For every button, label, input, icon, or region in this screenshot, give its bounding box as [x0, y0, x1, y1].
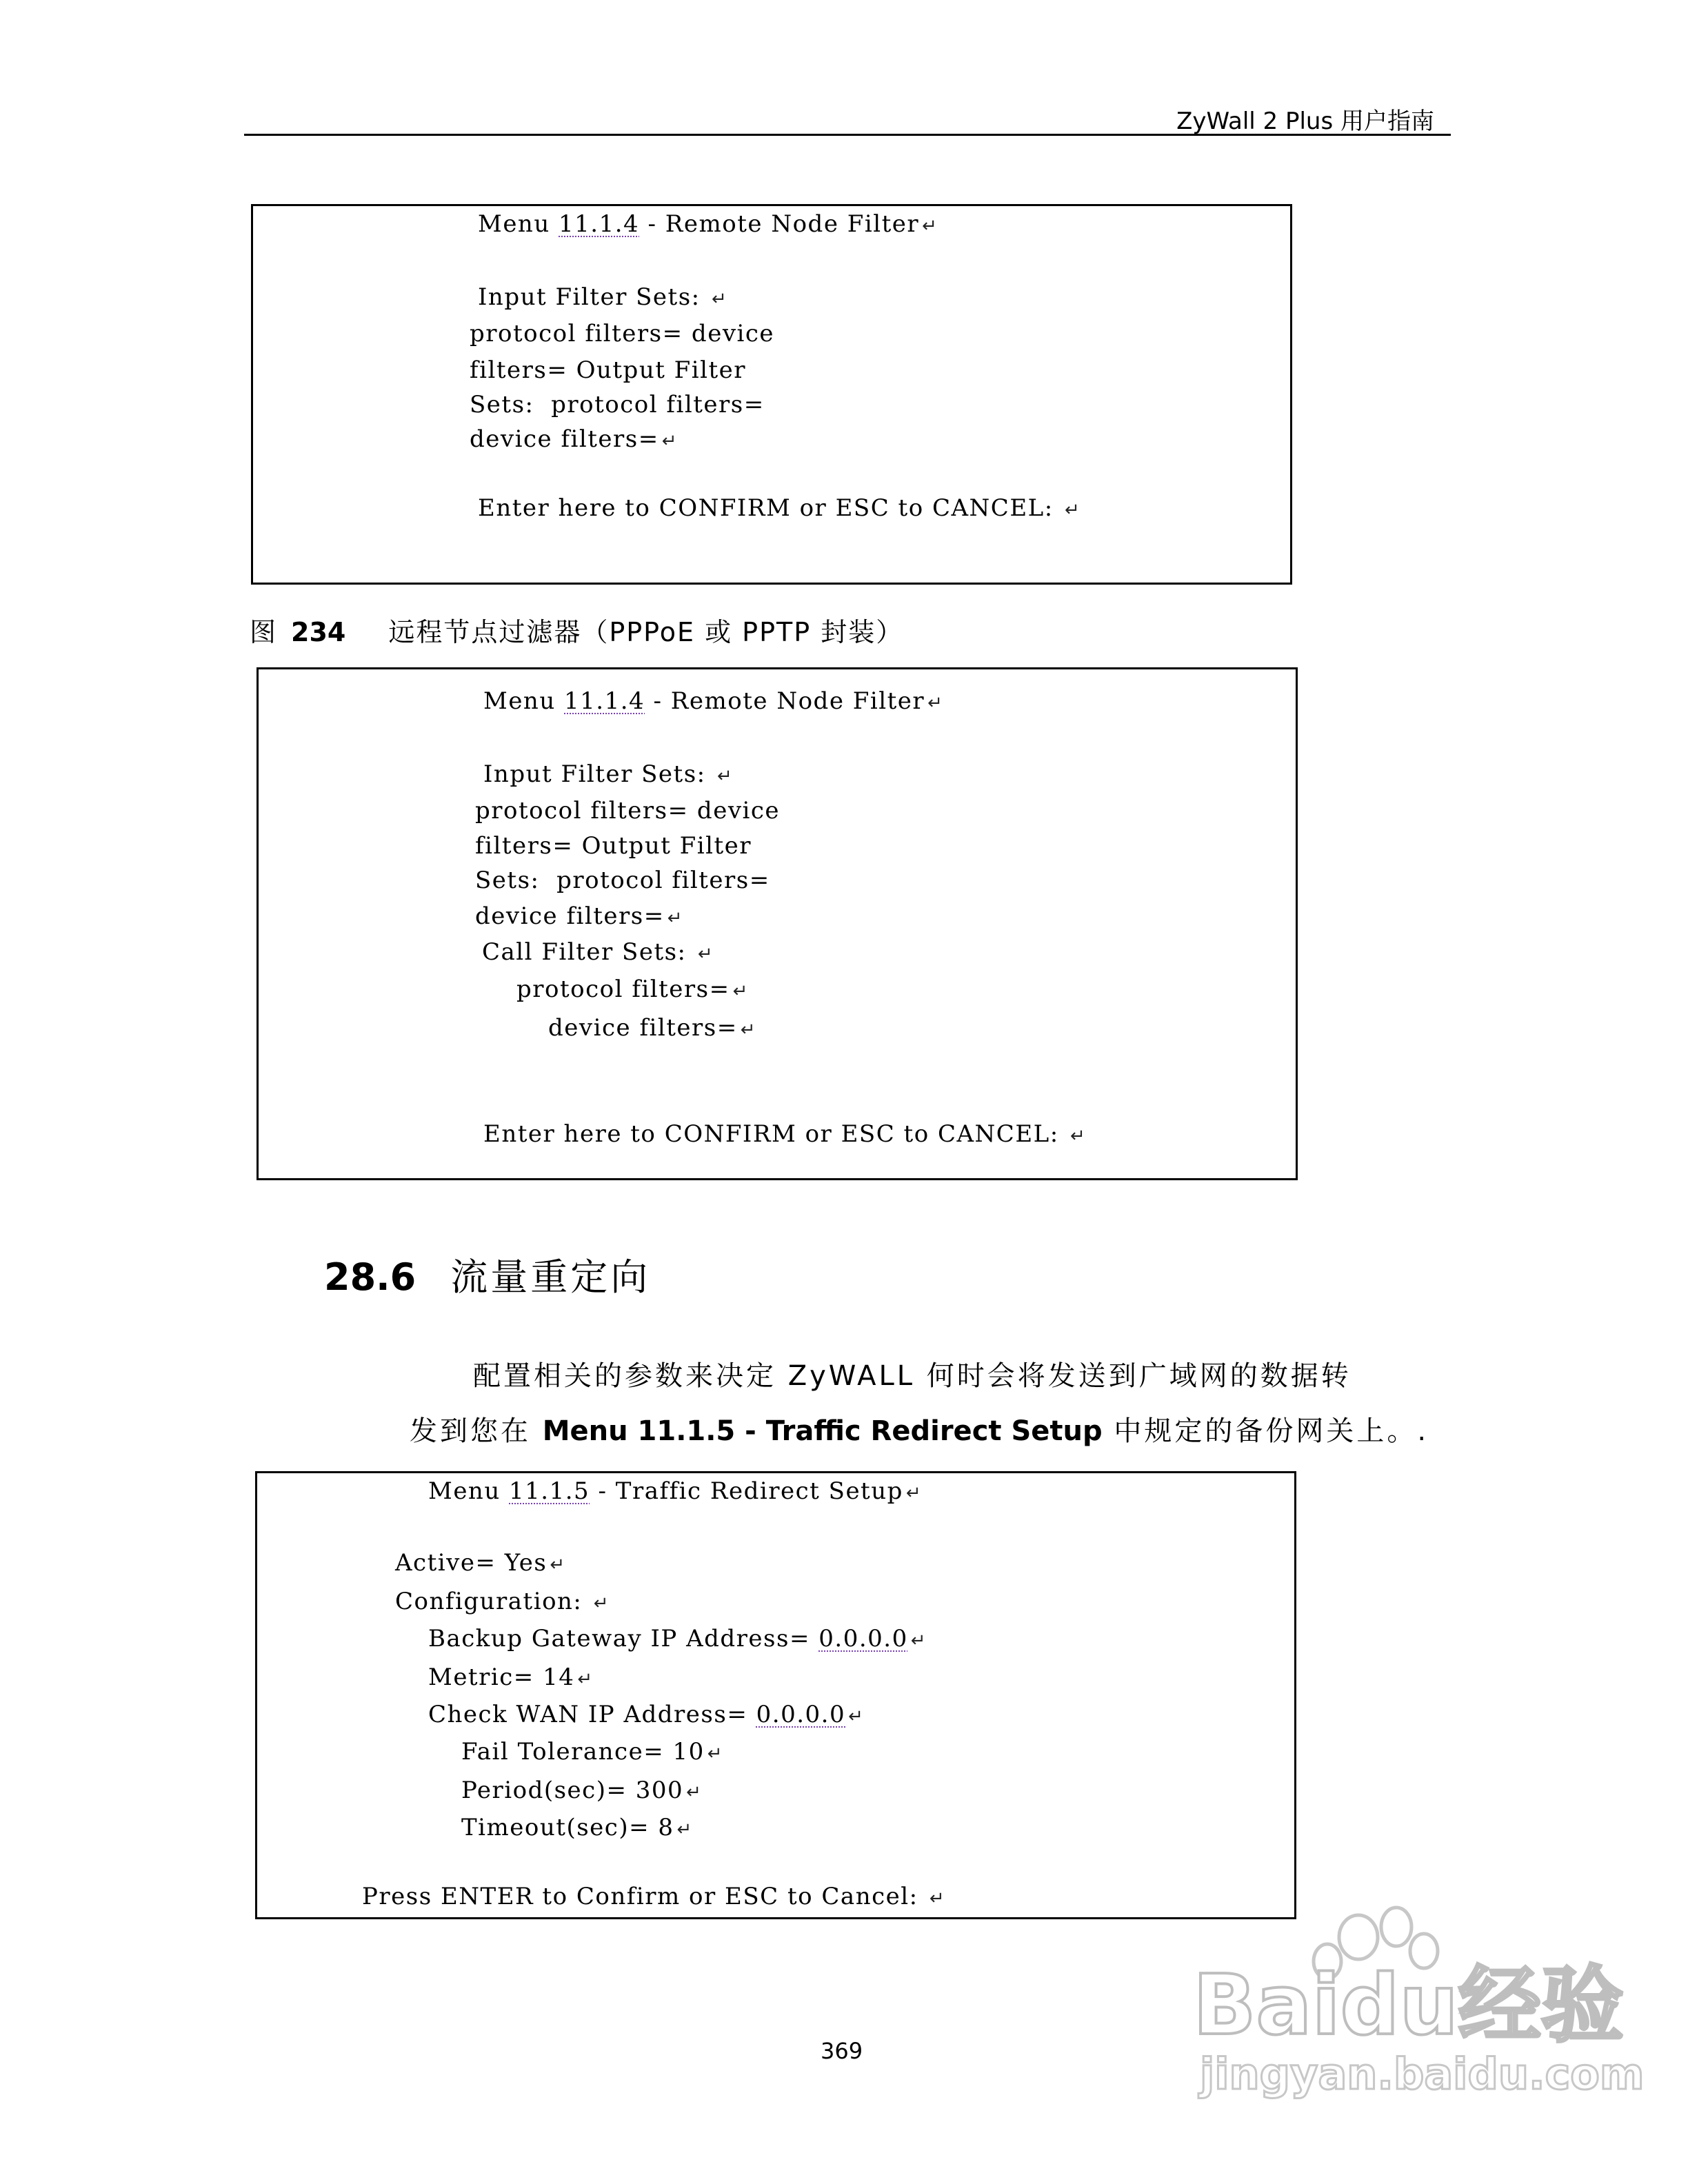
figure-caption-text: 远程节点过滤器（PPPoE 或 PPTP 封装）	[388, 617, 904, 647]
return-icon: ↵	[707, 1743, 724, 1764]
return-icon: ↵	[910, 1630, 927, 1651]
f2-line-protocol-filters: protocol filters= device	[475, 797, 781, 825]
return-icon: ↵	[1064, 500, 1081, 520]
f2-line-title: Menu 11.1.4 - Remote Node Filter ↵	[483, 687, 944, 715]
return-icon: ↵	[927, 693, 944, 714]
terminal-figure-remote-node-filter-2	[257, 667, 1298, 1180]
return-icon: ↵	[550, 1555, 566, 1575]
return-icon: ↵	[732, 981, 749, 1002]
return-icon: ↵	[697, 944, 714, 964]
return-icon: ↵	[848, 1706, 865, 1727]
terminal-figure-traffic-redirect-setup	[255, 1471, 1296, 1919]
f2-line-call-device-filters: device filters= ↵	[548, 1014, 757, 1042]
return-icon: ↵	[676, 1819, 693, 1840]
baidu-jingyan-watermark	[1186, 1903, 1645, 2103]
running-header-title: ZyWall 2 Plus 用户指南	[1176, 108, 1434, 135]
f1-line-filters-output: filters= Output Filter	[470, 356, 747, 384]
figure-caption	[250, 611, 903, 649]
f3-line-title: Menu 11.1.5 - Traffic Redirect Setup ↵	[428, 1477, 923, 1505]
menu-reference: Menu 11.1.5 - Traffic Redirect Setup	[542, 1415, 1103, 1447]
return-icon: ↵	[577, 1669, 594, 1690]
section-paragraph-line-1: 配置相关的参数来决定 ZyWALL 何时会将发送到广域网的数据转	[473, 1360, 1352, 1392]
return-icon: ↵	[922, 216, 938, 236]
f3-line-timeout: Timeout(sec)= 8 ↵	[461, 1814, 693, 1841]
return-icon: ↵	[716, 766, 734, 787]
return-icon: ↵	[905, 1483, 923, 1504]
f2-line-call-protocol-filters: protocol filters= ↵	[516, 975, 749, 1003]
f3-line-fail-tolerance: Fail Tolerance= 10 ↵	[461, 1738, 724, 1766]
return-icon: ↵	[711, 289, 728, 310]
return-icon: ↵	[740, 1020, 757, 1040]
f2-line-sets-protocol: Sets: protocol filters=	[475, 867, 770, 894]
figure-label: 图	[250, 617, 277, 647]
return-icon: ↵	[1069, 1126, 1087, 1146]
header-rule	[244, 134, 1451, 136]
f1-line-title: Menu 11.1.4 - Remote Node Filter ↵	[478, 210, 938, 238]
return-icon: ↵	[929, 1888, 946, 1909]
f2-line-device-filters: device filters= ↵	[475, 902, 684, 930]
f1-line-device-filters: device filters= ↵	[470, 425, 679, 453]
f3-line-confirm: Press ENTER to Confirm or ESC to Cancel: ↵	[362, 1883, 946, 1910]
f3-line-metric: Metric= 14 ↵	[428, 1664, 594, 1691]
return-icon: ↵	[593, 1593, 610, 1614]
f2-line-input-filter-sets: Input Filter Sets: ↵	[483, 760, 734, 788]
terminal-figure-remote-node-filter-1	[251, 204, 1292, 585]
f3-line-check-wan-ip: Check WAN IP Address= 0.0.0.0 ↵	[428, 1701, 865, 1728]
f3-line-active: Active= Yes ↵	[395, 1549, 566, 1577]
section-heading	[324, 1248, 650, 1301]
section-title: 流量重定向	[450, 1255, 651, 1299]
f1-line-protocol-filters: protocol filters= device	[470, 320, 775, 347]
f2-line-call-filter-sets: Call Filter Sets: ↵	[482, 938, 714, 966]
return-icon: ↵	[661, 431, 679, 452]
f1-line-sets-protocol: Sets: protocol filters=	[470, 391, 765, 418]
page-number: 369	[821, 2038, 863, 2064]
f3-line-backup-gateway: Backup Gateway IP Address= 0.0.0.0 ↵	[428, 1625, 927, 1652]
watermark-url: jingyan.baidu.com	[1200, 2049, 1645, 2099]
section-number: 28.6	[324, 1255, 416, 1299]
f2-line-confirm: Enter here to CONFIRM or ESC to CANCEL: ↵	[483, 1120, 1087, 1148]
return-icon: ↵	[686, 1782, 703, 1803]
watermark-brand: Baidu经验	[1193, 1958, 1624, 2054]
figure-number: 234	[291, 617, 346, 647]
return-icon: ↵	[667, 908, 684, 929]
f1-line-input-filter-sets: Input Filter Sets: ↵	[478, 283, 728, 311]
f1-line-confirm: Enter here to CONFIRM or ESC to CANCEL: ↵	[478, 494, 1081, 522]
f3-line-configuration: Configuration: ↵	[395, 1588, 610, 1615]
section-paragraph-line-2: 发到您在 Menu 11.1.5 - Traffic Redirect Setup 中规定的备份网关上。.	[410, 1415, 1429, 1447]
f3-line-period: Period(sec)= 300 ↵	[461, 1777, 703, 1804]
f2-line-filters-output: filters= Output Filter	[475, 832, 752, 860]
